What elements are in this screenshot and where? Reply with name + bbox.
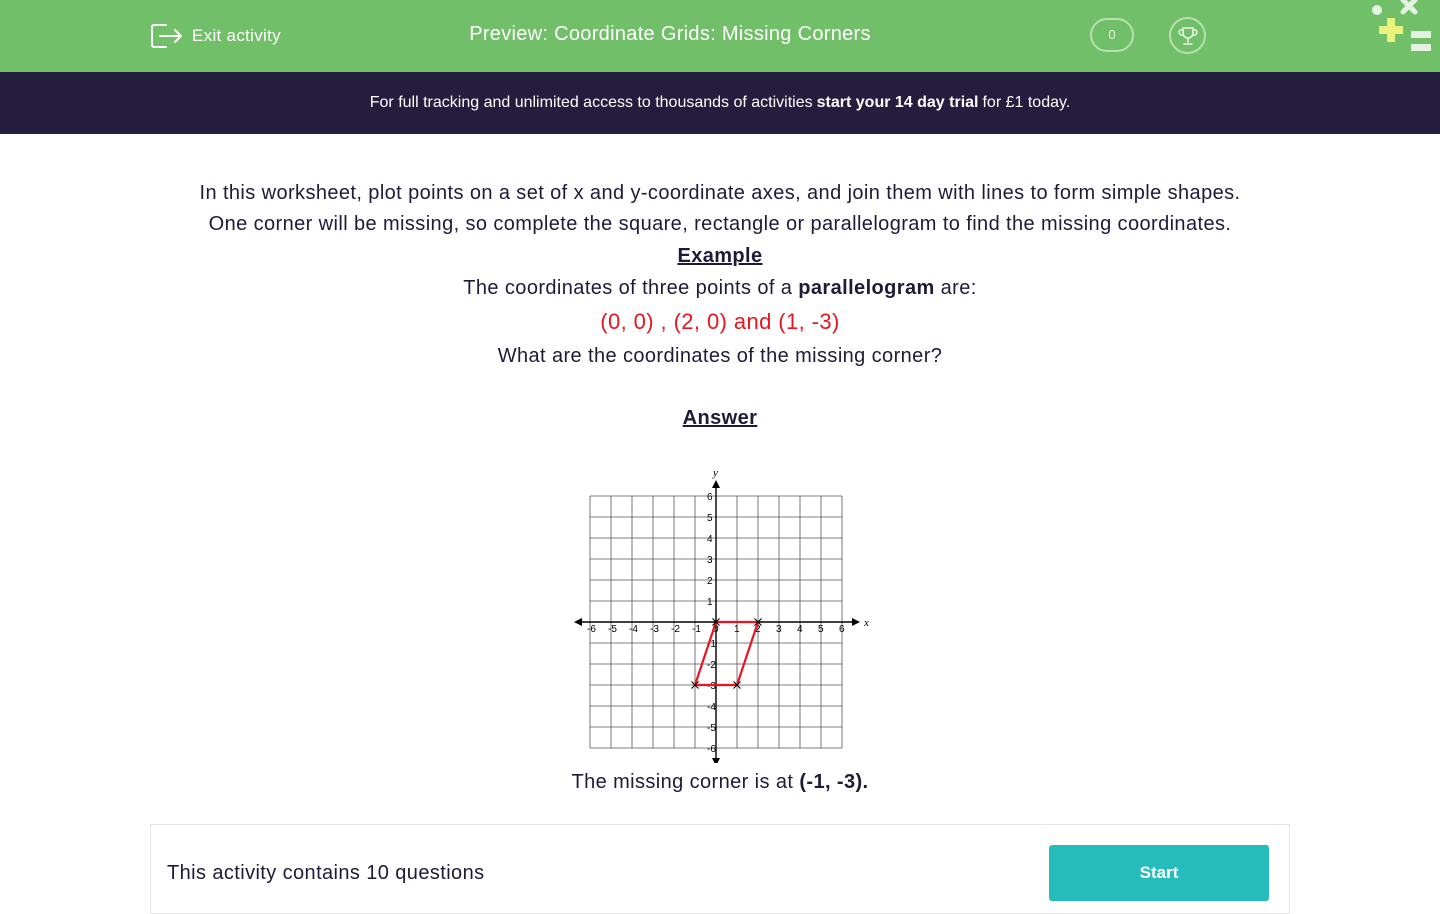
example-shape-name: parallelogram — [798, 277, 935, 299]
y-tick-label: 3 — [707, 555, 713, 566]
x-axis-label: x — [864, 617, 869, 629]
start-button[interactable]: Start — [1049, 845, 1269, 901]
x-tick-label: -1 — [692, 624, 701, 635]
x-axis-arrow-negative — [574, 618, 582, 626]
worksheet-content — [0, 178, 1440, 434]
coordinate-grid — [570, 468, 870, 763]
answer-coordinates: (-1, -3). — [799, 771, 869, 793]
exit-activity-button[interactable] — [150, 22, 281, 50]
answer-text — [0, 771, 1440, 794]
exit-icon — [150, 22, 184, 50]
page-title: Preview: Coordinate Grids: Missing Corners — [469, 23, 871, 45]
y-tick-label: -1 — [707, 639, 716, 650]
y-axis-arrow-negative — [712, 758, 720, 763]
top-bar — [0, 0, 1440, 72]
x-tick-label: 4 — [797, 624, 803, 635]
y-tick-label: -4 — [707, 702, 716, 713]
banner-trial-link[interactable]: start your 14 day trial — [816, 94, 979, 111]
x-tick-label: 1 — [734, 624, 740, 635]
trophy-icon — [1177, 25, 1199, 47]
score-badge: 0 — [1090, 18, 1134, 52]
y-tick-label: 6 — [707, 492, 713, 503]
y-tick-label: -3 — [707, 681, 716, 692]
trophy-button[interactable] — [1169, 17, 1206, 54]
y-axis-label: y — [713, 468, 718, 479]
x-tick-label: 3 — [776, 624, 782, 635]
x-tick-label: -6 — [587, 624, 596, 635]
y-tick-label: 2 — [707, 576, 713, 587]
exit-activity-label: Exit activity — [192, 26, 281, 45]
y-axis-arrow — [712, 480, 720, 488]
x-axis-arrow — [852, 618, 860, 626]
x-tick-label: 0 — [713, 624, 719, 635]
y-tick-label: 5 — [707, 513, 713, 524]
example-coordinates: (0, 0) , (2, 0) and (1, -3) — [600, 309, 840, 334]
y-tick-label: -6 — [707, 744, 716, 755]
answer-heading: Answer — [682, 407, 758, 429]
x-tick-label: 6 — [839, 624, 845, 635]
brand-logo — [1365, 0, 1440, 60]
question-count: This activity contains 10 questions — [167, 862, 485, 884]
parallelogram-shape — [695, 622, 758, 685]
x-tick-label: 5 — [818, 624, 824, 635]
example-prompt-before: The coordinates of three points of a — [463, 277, 793, 299]
y-tick-label: 1 — [707, 597, 713, 608]
banner-text-after: for £1 today. — [982, 94, 1071, 111]
example-question: What are the coordinates of the missing corner? — [497, 345, 943, 367]
x-tick-label: -2 — [671, 624, 680, 635]
intro-line-2: One corner will be missing, so complete the square, rectangle or parallelogram to find the missing coordinates. — [208, 213, 1232, 235]
x-tick-label: -3 — [650, 624, 659, 635]
example-heading: Example — [677, 245, 763, 267]
y-tick-label: 4 — [707, 534, 713, 545]
trial-banner[interactable] — [0, 72, 1440, 134]
coordinate-grid-svg — [570, 468, 870, 763]
x-tick-label: 2 — [755, 624, 761, 635]
activity-panel — [150, 824, 1290, 914]
example-prompt-after: are: — [940, 277, 977, 299]
example-prompt — [0, 272, 1440, 304]
answer-text-before: The missing corner is at — [571, 771, 794, 793]
x-tick-label: -5 — [608, 624, 617, 635]
y-tick-label: -2 — [707, 660, 716, 671]
intro-line-1: In this worksheet, plot points on a set of x and y-coordinate axes, and join them with lines to form simple shapes. — [199, 182, 1241, 204]
y-tick-label: -5 — [707, 723, 716, 734]
banner-text-before: For full tracking and unlimited access to thousands of activities — [369, 94, 813, 111]
x-tick-label: -4 — [629, 624, 638, 635]
